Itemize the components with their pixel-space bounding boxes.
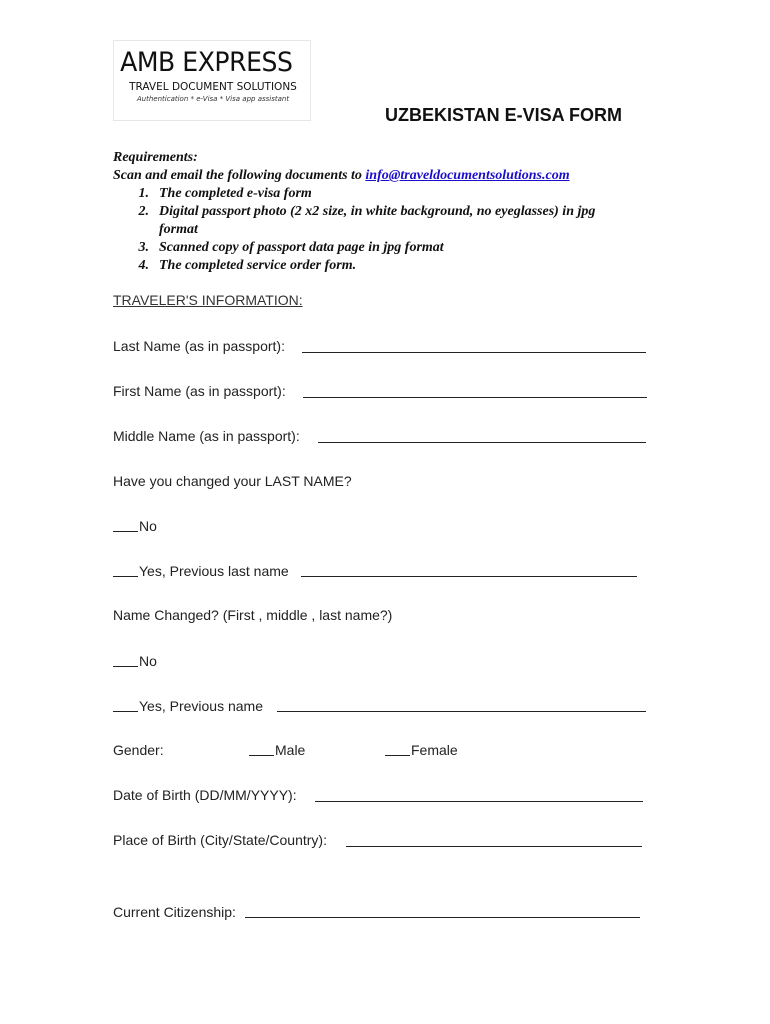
last-name-field[interactable]: [302, 352, 646, 353]
list-item: Digital passport photo (2 x2 size, in white background, no eyeglasses) in jpg: [159, 204, 596, 219]
requirements-intro-text: Scan and email the following documents to: [113, 168, 362, 183]
list-number: 1.: [138, 186, 149, 201]
name-changed-yes-label: Yes, Previous name: [139, 698, 263, 714]
list-number: 2.: [138, 204, 149, 219]
last-name-label: Last Name (as in passport):: [113, 338, 285, 354]
female-label: Female: [411, 742, 458, 758]
dob-label: Date of Birth (DD/MM/YYYY):: [113, 787, 297, 803]
name-changed-no-checkbox[interactable]: [113, 666, 138, 667]
male-label: Male: [275, 742, 306, 758]
requirements-intro: [113, 167, 570, 185]
logo-subtitle: TRAVEL DOCUMENT SOLUTIONS: [129, 81, 297, 93]
form-title: UZBEKISTAN E-VISA FORM: [385, 105, 622, 125]
list-item: The completed service order form.: [159, 258, 357, 273]
middle-name-label: Middle Name (as in passport):: [113, 428, 300, 444]
name-changed-no-label: No: [139, 653, 157, 669]
logo-title: AMB EXPRESS: [120, 47, 293, 78]
email-link[interactable]: info@traveldocumentsolutions.com: [365, 168, 570, 183]
list-item-continued: format: [159, 222, 198, 237]
changed-last-yes-checkbox[interactable]: [113, 576, 138, 577]
citizenship-label: Current Citizenship:: [113, 904, 236, 920]
changed-last-name-question: Have you changed your LAST NAME?: [113, 473, 352, 489]
pob-field[interactable]: [346, 846, 642, 847]
citizenship-field[interactable]: [245, 917, 640, 918]
changed-last-yes-label: Yes, Previous last name: [139, 563, 289, 579]
requirements-heading: Requirements:: [113, 150, 198, 165]
male-checkbox[interactable]: [249, 755, 274, 756]
company-logo: [113, 40, 311, 121]
logo-tagline: Authentication * e-Visa * Visa app assistant: [136, 95, 290, 103]
dob-field[interactable]: [315, 801, 643, 802]
list-number: 3.: [138, 240, 149, 255]
section-heading: TRAVELER'S INFORMATION:: [113, 292, 303, 308]
name-changed-question: Name Changed? (First , middle , last name?): [113, 607, 393, 623]
gender-label: Gender:: [113, 742, 164, 758]
first-name-field[interactable]: [303, 397, 647, 398]
previous-name-field[interactable]: [277, 711, 646, 712]
changed-last-no-label: No: [139, 518, 157, 534]
middle-name-field[interactable]: [318, 442, 646, 443]
list-number: 4.: [138, 258, 149, 273]
name-changed-yes-checkbox[interactable]: [113, 711, 138, 712]
pob-label: Place of Birth (City/State/Country):: [113, 832, 327, 848]
changed-last-no-checkbox[interactable]: [113, 531, 138, 532]
female-checkbox[interactable]: [385, 755, 410, 756]
list-item: The completed e-visa form: [159, 186, 312, 201]
first-name-label: First Name (as in passport):: [113, 383, 286, 399]
list-item: Scanned copy of passport data page in jpg format: [159, 240, 444, 255]
previous-last-name-field[interactable]: [301, 576, 637, 577]
